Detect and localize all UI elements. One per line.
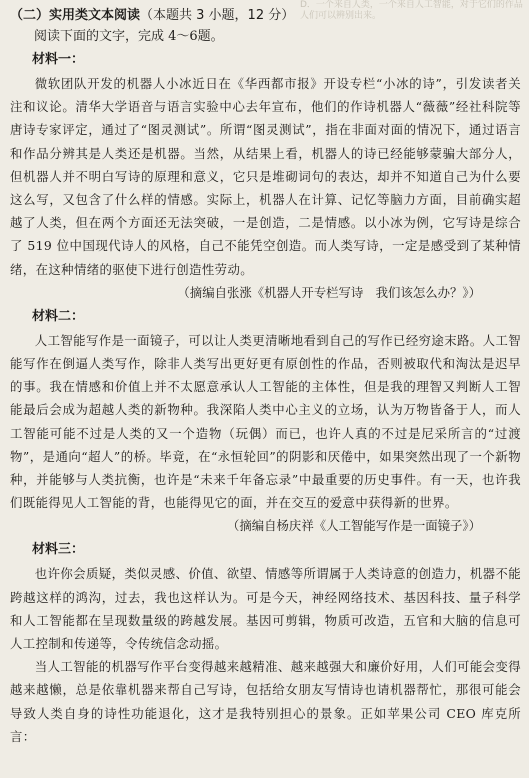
reading-instruction: 阅读下面的文字，完成 4～6题。 (34, 29, 224, 44)
material-3-paragraph-2: 当人工智能的机器写作平台变得越来越精准、越来越强大和廉价好用，人们可能会变得越来越懒，总是依靠机器来帮自己写诗，包括给女朋友写情诗也请机器帮忙，那很可能会导致人类自身的诗性功能退化，这才是我特别担心的景象。正如苹果公司 CEO 库克所言： (10, 659, 521, 744)
material-2 (10, 305, 521, 539)
material-3 (10, 538, 521, 748)
material-2-paragraph: 人工智能写作是一面镜子，可以让人类更清晰地看到自己的写作已经穷途末路。人工智能写作在倒逼人类写作，除非人类写出更好更有原创性的作品，否则被取代和淘汰是迟早的事。我在情感和价值上并不太愿意承认人工智能的主体性，但是我的理智又判断人工智能最后会成为超越人类的新物种。我深陷人类中心主义的立场，认为万物皆备于人，而人工智能可能不过是人类的又一个造物（玩偶）而已，也许人真的不过是尼采所言的“过渡物”，是通向“超人”的桥。毕竟，在“永恒轮回”的阴影和厌倦中，如果突然出现了一个新物种，并能够与人类抗衡，也许是“未来千年备忘录”中最重要的历史事件。有一天，也许我们既能得见人工智能的背，也能得见它的面，并在交互的爱意中获得新的世界。 (10, 332, 521, 511)
material-2-label: 材料二： (32, 308, 85, 324)
score-note: （本题共 3 小题，12 分） (140, 8, 295, 23)
material-1-paragraph: 微软团队开发的机器人小冰近日在《华西都市报》开设专栏“小冰的诗”，引发读者关注和议论。清华大学语音与语言实验中心去年宣布，他们的作诗机器人“薇薇”经社科院等唐诗专家评定，通过了“图灵测试”。所谓“图灵测试”，指在非面对面的情况下，通过语言和作品分辨其是人类还是机器。当然，从结果上看，机器人的诗已经能够蒙骗大部分人，但机器人并不明白写诗的原理和意义，它只是堆砌词句的表达，却并不知道自己为什么要这么写，又包含了什么样的情感。实际上，机器人在计算、记忆等脑力方面，目前确实超越了人类，但在两个方面还无法突破，一是创造，二是情感。以小冰为例，它写诗是综合了 519 位中国现代诗人的风格，自己不能凭空创造。而人类写诗，一定是感受到了某种情绪，在这种情绪的驱使下进行创造性劳动。 (10, 76, 521, 277)
material-1-label: 材料一： (32, 52, 85, 67)
material-1 (10, 48, 521, 305)
material-3-paragraph-1: 也许你会质疑，类似灵感、价值、欲望、情感等所谓属于人类诗意的创造力，机器不能跨越这样的鸿沟，过去，我也这样认为。可是今天，神经网络技术、基因科技、量子科学和人工智能都在呈现数量级的跨越发展。基因可剪辑，物质可改造，五官和大脑的信息可人工控制和传递等，令传统信念动摇。 (10, 566, 521, 652)
material-1-source: （摘编自张涨《机器人开专栏写诗 我们该怎么办？》） (177, 284, 481, 300)
material-3-label: 材料三： (32, 542, 85, 558)
section-title: （二）实用类文本阅读 (10, 8, 141, 23)
material-2-source: （摘编自杨庆祥《人工智能写作是一面镜子》） (226, 518, 481, 534)
bleed-through-text: D．一个来自人类，一个来自人工智能，对于它们的作品人们可以辨别出来。 (300, 0, 523, 21)
